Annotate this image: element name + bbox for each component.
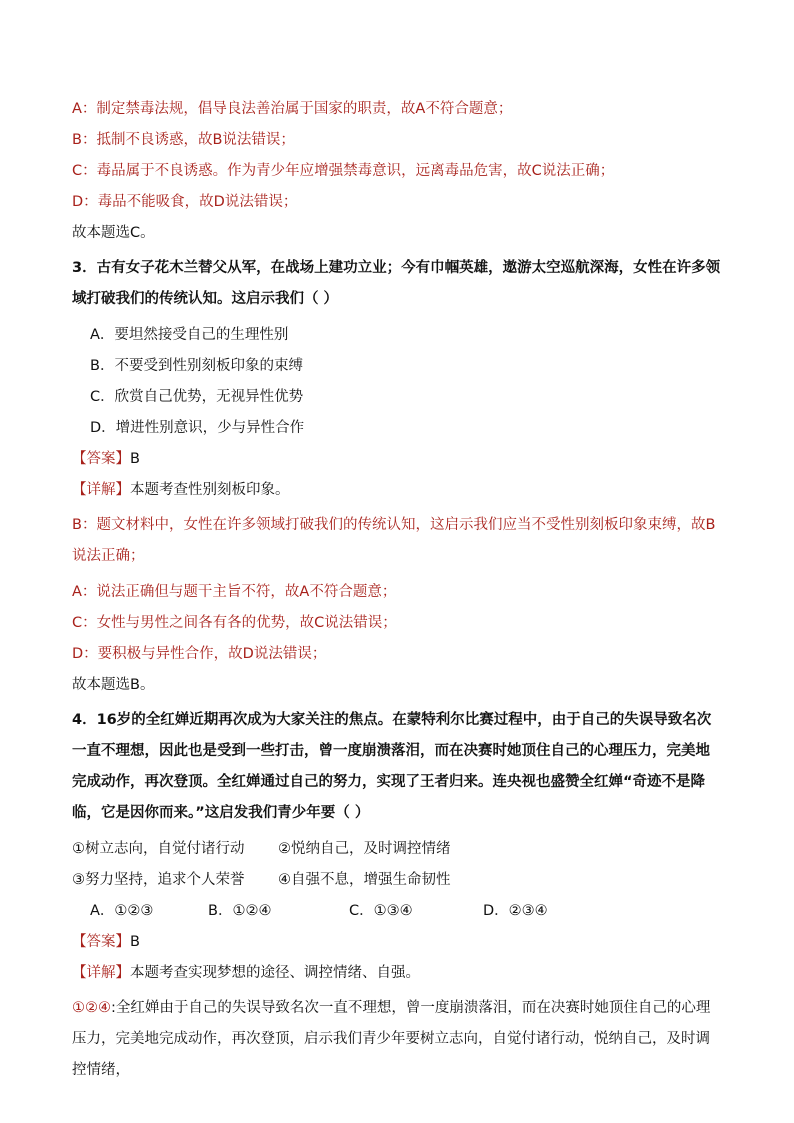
detail-text: 本题考查性别刻板印象。	[130, 482, 290, 498]
question-3-stem: 3．古有女子花木兰替父从军，在战场上建功立业；今有巾帼英雄，遨游太空巡航深海，女性在许多领域打破我们的传统认知。这启示我们（ ）	[72, 260, 721, 307]
question-4-statements-row-1	[72, 838, 724, 860]
question-4-options	[72, 900, 724, 922]
detail-text: 本题考查实现梦想的途径、调控情绪、自强。	[130, 965, 420, 981]
question-4-analysis	[72, 993, 724, 1086]
answer-value: B	[130, 451, 140, 467]
analysis-prefix: ①②④	[72, 1000, 111, 1016]
analysis-text: :全红婵由于自己的失误导致名次一直不理想，曾一度崩溃落泪，而在决赛时她顶住自己的心理压力，完美地完成动作，再次登顶，启示我们青少年要树立志向，自觉付诸行动，悦纳自己，及时调控情绪，	[72, 1000, 711, 1078]
question-3-answer	[72, 448, 724, 470]
statement-1: ①树立志向，自觉付诸行动	[72, 841, 245, 857]
statement-3: ③努力坚持，追求个人荣誉	[72, 872, 245, 888]
question-4-answer	[72, 931, 724, 953]
statement-2: ②悦纳自己，及时调控情绪	[278, 841, 451, 857]
answer-label: 【答案】	[72, 934, 130, 950]
question-3-conclusion: 故本题选B。	[72, 677, 155, 693]
question-3-detail	[72, 479, 724, 501]
question-4-stem: 4．16岁的全红婵近期再次成为大家关注的焦点。在蒙特利尔比赛过程中，由于自己的失误导致名次一直不理想，因此也是受到一些打击，曾一度崩溃落泪，而在决赛时她顶住自己的心理压力，完美地完成动作，再次登顶。全红婵通过自己的努力，实现了王者归来。连央视也盛赞全红婵“奇迹不是降临，它是因你而来。”这启发我们青少年要（ ）	[72, 712, 712, 821]
prev-analysis-a: A：制定禁毒法规，倡导良法善治属于国家的职责，故A不符合题意；	[72, 101, 513, 117]
question-3-option-b: B．不要受到性别刻板印象的束缚	[90, 358, 303, 374]
statement-4: ④自强不息，增强生命韧性	[278, 872, 451, 888]
prev-analysis-c: C：毒品属于不良诱惑。作为青少年应增强禁毒意识，远离毒品危害，故C说法正确；	[72, 163, 615, 179]
question-3-analysis-d: D：要积极与异性合作，故D说法错误；	[72, 646, 327, 662]
detail-label: 【详解】	[72, 482, 130, 498]
prev-analysis-d: D：毒品不能吸食，故D说法错误；	[72, 194, 298, 210]
question-4-option-d: D．②③④	[483, 903, 548, 919]
question-4-detail	[72, 962, 724, 984]
question-3-analysis-b: B：题文材料中，女性在许多领域打破我们的传统认知，这启示我们应当不受性别刻板印象束缚，故B说法正确；	[72, 517, 716, 564]
question-3-option-a: A．要坦然接受自己的生理性别	[90, 327, 289, 343]
question-3-analysis-a: A：说法正确但与题干主旨不符，故A不符合题意；	[72, 584, 397, 600]
question-3-option-c: C．欣赏自己优势，无视异性优势	[90, 389, 304, 405]
prev-analysis-b: B：抵制不良诱惑，故B说法错误；	[72, 132, 295, 148]
detail-label: 【详解】	[72, 965, 130, 981]
question-3-analysis-c: C：女性与男性之间各有各的优势，故C说法错误；	[72, 615, 397, 631]
question-4-statements-row-2	[72, 869, 724, 891]
document-page	[72, 98, 724, 1095]
question-4-option-a: A．①②③	[90, 903, 154, 919]
answer-value: B	[130, 934, 140, 950]
prev-conclusion: 故本题选C。	[72, 225, 155, 241]
answer-label: 【答案】	[72, 451, 130, 467]
question-4-option-b: B．①②④	[208, 903, 272, 919]
question-3-option-d: D．增进性别意识，少与异性合作	[90, 420, 305, 436]
question-4-option-c: C．①③④	[349, 903, 413, 919]
